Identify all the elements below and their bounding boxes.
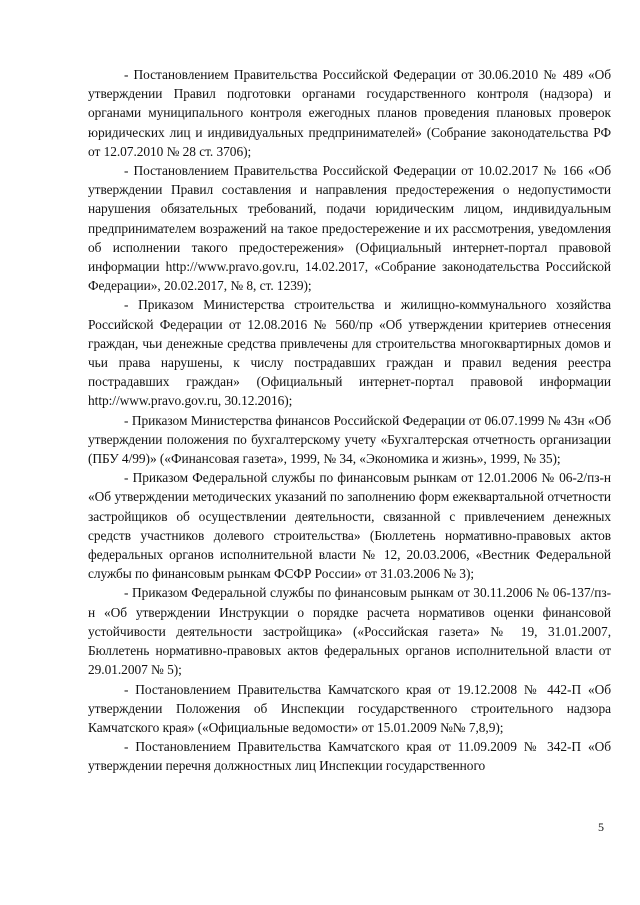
paragraph-5: - Приказом Федеральной службы по финансовым рынкам от 12.01.2006 № 06-2/пз-н «Об утверждении методических указаний по заполнению форм ежеквартальной отчетности застройщиков об осуществлении деятельности, связанной с привлечением денежных средств участников долевого строительства» (Бюллетень нормативно-правовых актов федеральных органов исполнительной власти № 12, 20.03.2006, «Вестник Федеральной службы по финансовым рынкам ФСФР России» от 31.03.2006 № 3); bbox=[88, 470, 611, 582]
paragraph-2: - Постановлением Правительства Российской Федерации от 10.02.2017 № 166 «Об утверждении Правил составления и направления предостережения о недопустимости нарушения обязательных требований, подачи юридическим лицом, индивидуальным предпринимателем возражений на такое предостережение и их рассмотрения, уведомления об исполнении такого предостережения» (Официальный интернет-портал правовой информации http://www.pravo.gov.ru, 14.02.2017, «Собрание законодательства Российской Федерации», 20.02.2017, № 8, ст. 1239); bbox=[88, 163, 611, 294]
paragraph-8: - Постановлением Правительства Камчатского края от 11.09.2009 № 342-П «Об утверждении перечня должностных лиц Инспекции государственного bbox=[88, 739, 611, 774]
paragraph-4: - Приказом Министерства финансов Российской Федерации от 06.07.1999 № 43н «Об утверждении положения по бухгалтерскому учету «Бухгалтерская отчетность организации (ПБУ 4/99)» («Финансовая газета», 1999, № 34, «Экономика и жизнь», 1999, № 35); bbox=[88, 412, 611, 467]
paragraph-6: - Приказом Федеральной службы по финансовым рынкам от 30.11.2006 № 06-137/пз-н «Об утверждении Инструкции о порядке расчета нормативов оценки финансовой устойчивости деятельности застройщика» («Российская газета» № 19, 31.01.2007, Бюллетень нормативно-правовых актов федеральных органов исполнительной власти от 29.01.2007 № 5); bbox=[88, 585, 611, 678]
document-body bbox=[88, 65, 611, 776]
paragraph-7: - Постановлением Правительства Камчатского края от 19.12.2008 № 442-П «Об утверждении Положения об Инспекции государственного строительного надзора Камчатского края» («Официальные ведомости» от 15.01.2009 №№ 7,8,9); bbox=[88, 681, 611, 735]
paragraph-3: - Приказом Министерства строительства и жилищно-коммунального хозяйства Российской Федерации от 12.08.2016 № 560/пр «Об утверждении критериев отнесения граждан, чьи денежные средства привлечены для строительства многоквартирных домов и чьи права нарушены, к числу пострадавших граждан и правил ведения реестра пострадавших граждан» (Официальный интернет-портал правовой информации http://www.pravo.gov.ru, 30.12.2016); bbox=[88, 297, 611, 409]
paragraph-1: - Постановлением Правительства Российской Федерации от 30.06.2010 № 489 «Об утверждении Правил подготовки органами государственного контроля (надзора) и органами муниципального контроля ежегодных планов проведения плановых проверок юридических лиц и индивидуальных предпринимателей» (Собрание законодательства РФ от 12.07.2010 № 28 ст. 3706); bbox=[88, 67, 611, 159]
page-number: 5 bbox=[598, 820, 604, 834]
